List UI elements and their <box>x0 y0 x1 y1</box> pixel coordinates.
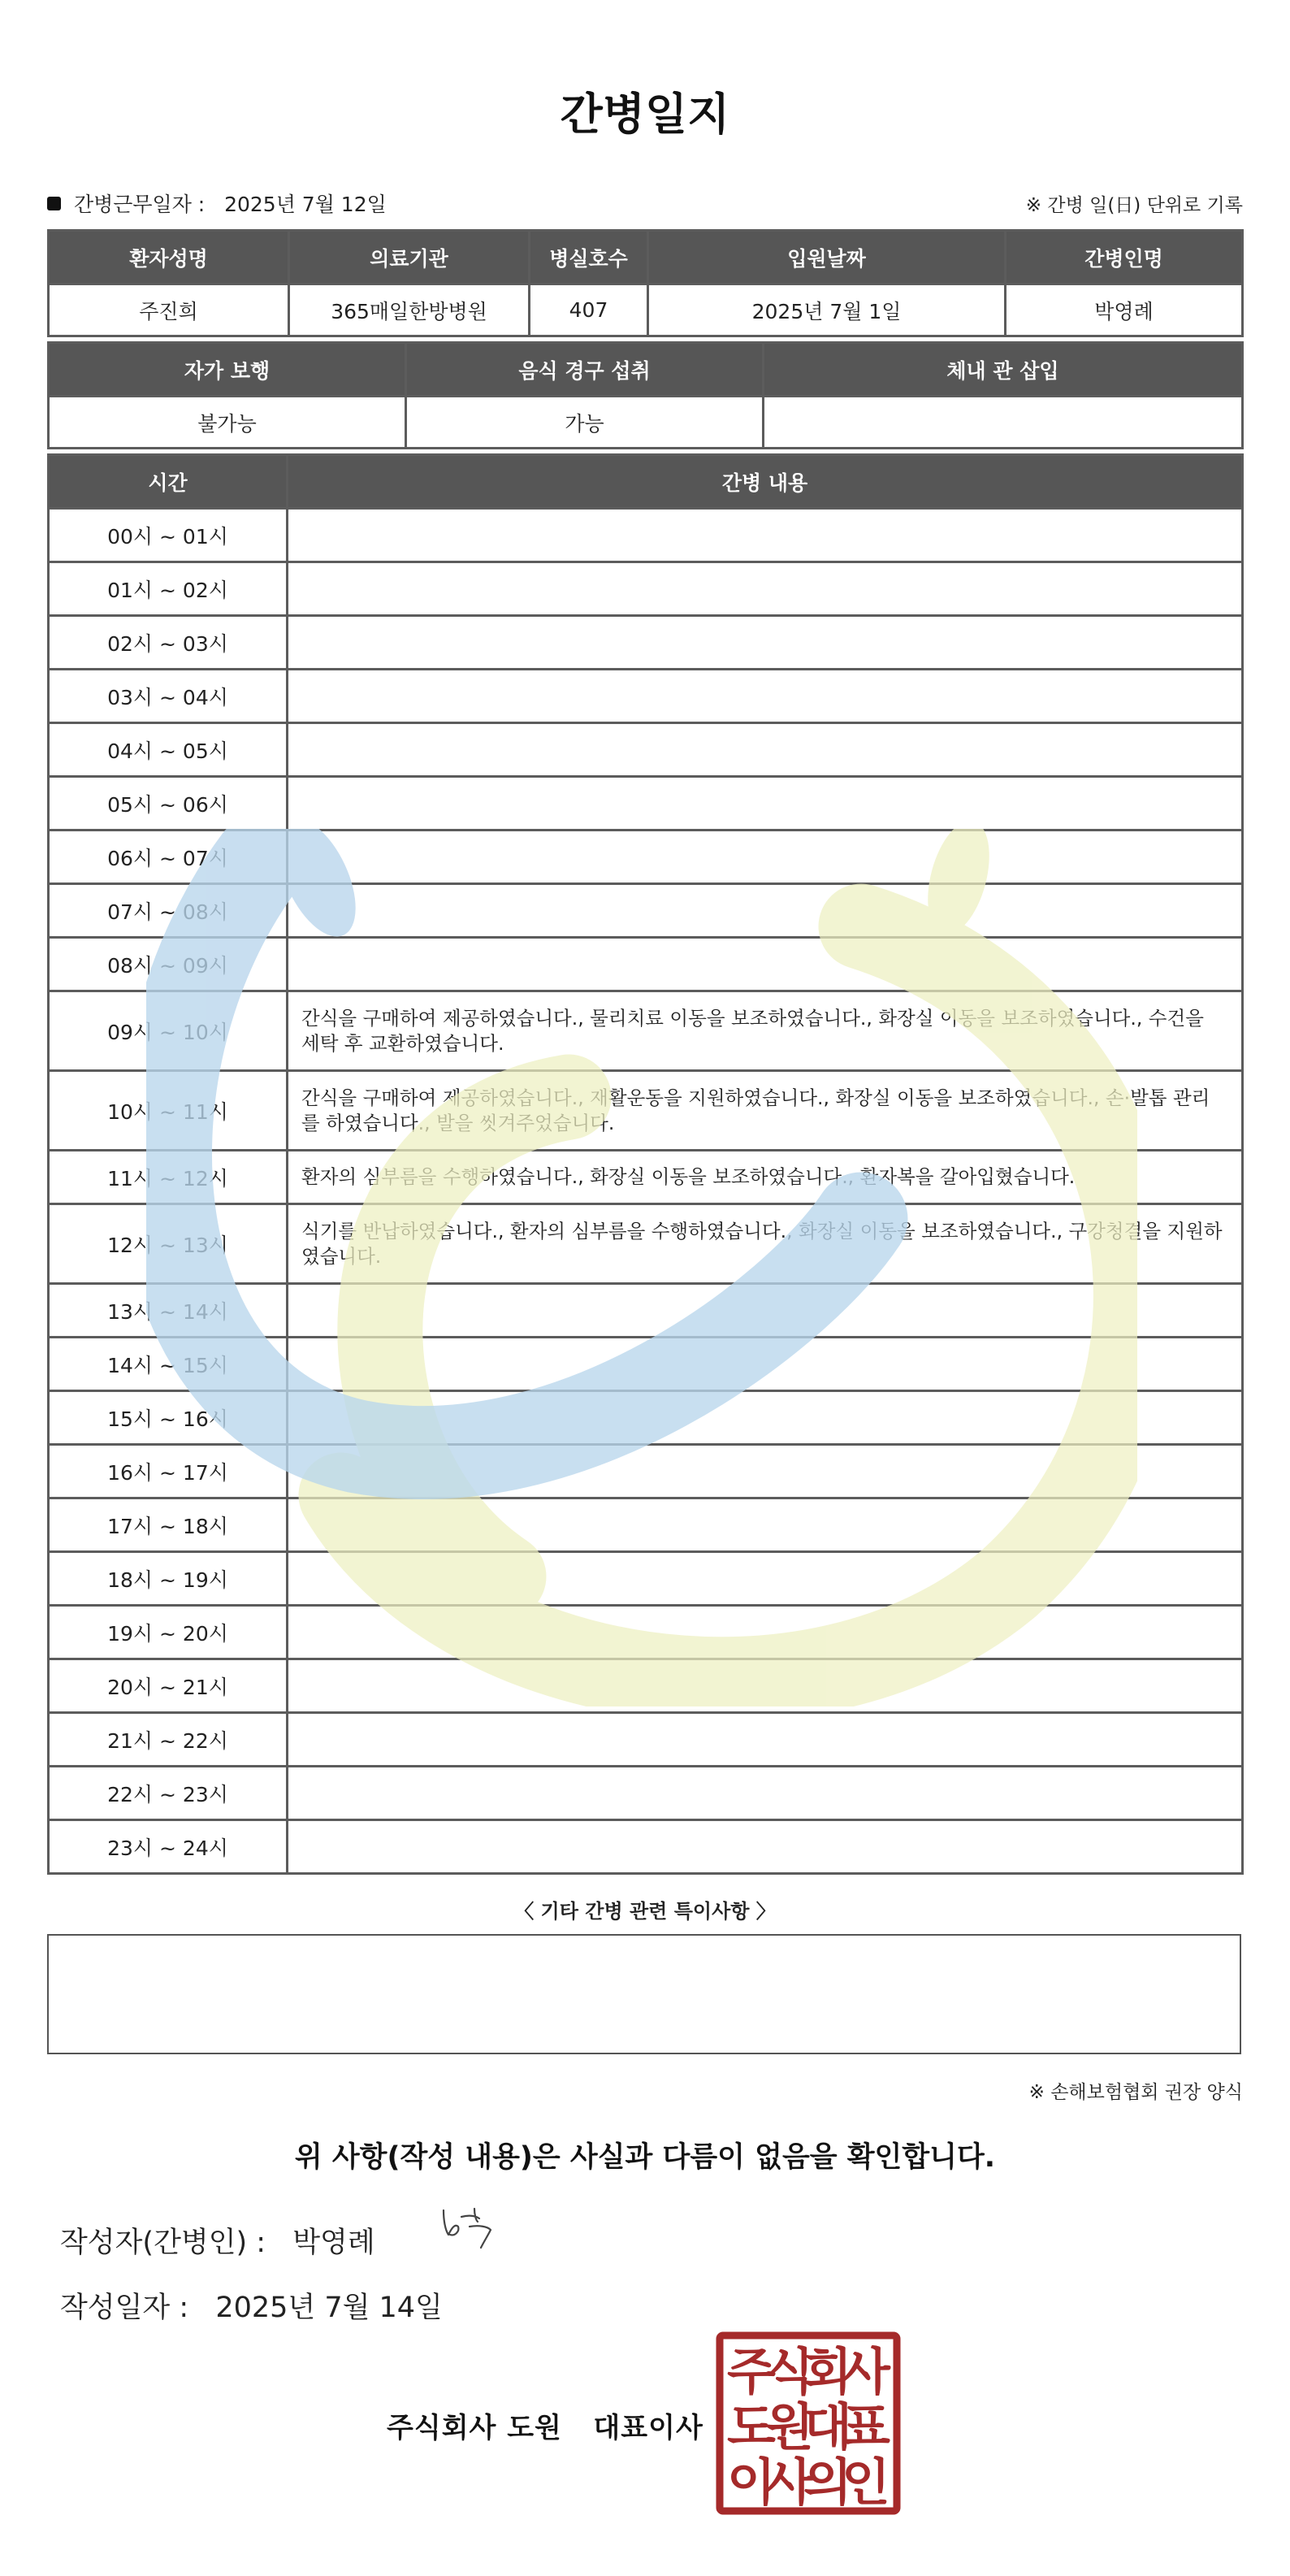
care-content-cell <box>288 938 1243 991</box>
time-cell: 18시 ~ 19시 <box>49 1552 288 1606</box>
care-content-cell <box>288 1606 1243 1659</box>
writer-line <box>60 2220 375 2261</box>
table-row <box>49 777 1243 830</box>
svg-text:이: 이 <box>727 2452 776 2512</box>
writer-name: 박영례 <box>292 2227 375 2259</box>
table-row <box>49 1498 1243 1552</box>
table-row <box>49 562 1243 616</box>
svg-text:표: 표 <box>842 2397 890 2457</box>
writer-label: 작성자(간병인) : <box>60 2227 266 2259</box>
header-self-walking: 자가 보행 <box>49 343 406 397</box>
time-cell: 00시 ~ 01시 <box>49 509 288 562</box>
time-cell: 13시 ~ 14시 <box>49 1284 288 1338</box>
care-content-cell: 식기를 반납하였습니다., 환자의 심부름을 수행하였습니다., 화장실 이동을 보조하였습니다., 구강청결을 지원하였습니다. <box>288 1204 1243 1284</box>
daily-note: ※ 간병 일(日) 단위로 기록 <box>1025 195 1243 216</box>
table-row <box>49 509 1243 562</box>
care-content-cell <box>288 1391 1243 1445</box>
header-care-content: 간병 내용 <box>288 455 1243 509</box>
svg-text:사: 사 <box>842 2342 890 2401</box>
table-row <box>49 1767 1243 1820</box>
care-content-cell <box>288 562 1243 616</box>
care-content-cell: 간식을 구매하여 제공하였습니다., 재활운동을 지원하였습니다., 화장실 이동을 보조하였습니다., 손·발톱 관리를 하였습니다., 발을 씻겨주었습니다. <box>288 1071 1243 1151</box>
time-cell: 16시 ~ 17시 <box>49 1445 288 1498</box>
time-cell: 03시 ~ 04시 <box>49 670 288 723</box>
care-content-cell <box>288 1659 1243 1713</box>
table-row <box>49 938 1243 991</box>
time-cell: 01시 ~ 02시 <box>49 562 288 616</box>
table-row <box>49 1284 1243 1338</box>
care-content-cell <box>288 509 1243 562</box>
status-table <box>47 341 1244 449</box>
table-row <box>49 1151 1243 1204</box>
time-cell: 19시 ~ 20시 <box>49 1606 288 1659</box>
table-row <box>49 884 1243 938</box>
care-content-cell <box>288 1445 1243 1498</box>
time-cell: 08시 ~ 09시 <box>49 938 288 991</box>
svg-text:식: 식 <box>765 2342 814 2401</box>
notes-title: 〈 기타 간병 관련 특이사항 〉 <box>514 1900 776 1923</box>
table-row <box>49 1820 1243 1874</box>
oral-intake-value: 가능 <box>406 397 764 449</box>
room-number: 407 <box>530 284 648 336</box>
table-row <box>49 723 1243 777</box>
caregiver-name: 박영례 <box>1006 284 1243 336</box>
header-time: 시간 <box>49 455 288 509</box>
care-content-cell <box>288 723 1243 777</box>
time-cell: 02시 ~ 03시 <box>49 616 288 670</box>
time-cell: 23시 ~ 24시 <box>49 1820 288 1874</box>
time-cell: 22시 ~ 23시 <box>49 1767 288 1820</box>
hospital-name: 365매일한방병원 <box>289 284 530 336</box>
form-note: ※ 손해보험협회 권장 양식 <box>1028 2082 1243 2103</box>
svg-text:도: 도 <box>727 2397 776 2457</box>
svg-text:인: 인 <box>842 2452 890 2512</box>
time-cell: 04시 ~ 05시 <box>49 723 288 777</box>
header-hospital: 의료기관 <box>289 231 530 284</box>
svg-text:의: 의 <box>803 2452 852 2512</box>
care-content-cell <box>288 1820 1243 1874</box>
care-content-cell <box>288 1767 1243 1820</box>
svg-text:사: 사 <box>765 2452 814 2512</box>
table-row <box>49 1338 1243 1391</box>
time-cell: 11시 ~ 12시 <box>49 1151 288 1204</box>
tube-insertion-value <box>764 397 1243 449</box>
confirmation-statement: 위 사항(작성 내용)은 사실과 다름이 없음을 확인합니다. <box>294 2141 996 2174</box>
table-row <box>49 1606 1243 1659</box>
care-content-cell <box>288 777 1243 830</box>
table-row <box>49 1713 1243 1767</box>
care-content-cell <box>288 884 1243 938</box>
care-content-cell <box>288 1338 1243 1391</box>
patient-name: 주진희 <box>49 284 289 336</box>
svg-text:대: 대 <box>803 2397 852 2457</box>
header-room: 병실호수 <box>530 231 648 284</box>
bullet-square-icon <box>47 197 61 210</box>
page-title: 간병일지 <box>560 89 730 140</box>
admission-date: 2025년 7월 1일 <box>648 284 1006 336</box>
table-row <box>49 991 1243 1071</box>
header-caregiver-name: 간병인명 <box>1006 231 1243 284</box>
care-content-cell <box>288 1552 1243 1606</box>
header-admission-date: 입원날짜 <box>648 231 1006 284</box>
self-walking-value: 불가능 <box>49 397 406 449</box>
time-cell: 09시 ~ 10시 <box>49 991 288 1071</box>
care-content-cell: 간식을 구매하여 제공하였습니다., 물리치료 이동을 보조하였습니다., 화장실 이동을 보조하였습니다., 수건을 세탁 후 교환하였습니다. <box>288 991 1243 1071</box>
time-cell: 07시 ~ 08시 <box>49 884 288 938</box>
header-tube-insertion: 체내 관 삽입 <box>764 343 1243 397</box>
table-row <box>49 1659 1243 1713</box>
header-patient-name: 환자성명 <box>49 231 289 284</box>
table-row <box>49 1445 1243 1498</box>
table-row <box>49 830 1243 884</box>
patient-table <box>47 229 1244 337</box>
svg-text:원: 원 <box>765 2397 814 2457</box>
table-row <box>49 1552 1243 1606</box>
time-cell: 15시 ~ 16시 <box>49 1391 288 1445</box>
care-content-cell <box>288 670 1243 723</box>
date-line <box>60 2285 443 2326</box>
work-date-value: 2025년 7월 12일 <box>224 193 387 216</box>
care-content-cell <box>288 1713 1243 1767</box>
time-cell: 14시 ~ 15시 <box>49 1338 288 1391</box>
company-name: 주식회사 도원 대표이사 <box>387 2412 703 2444</box>
time-cell: 12시 ~ 13시 <box>49 1204 288 1284</box>
care-log-table <box>47 453 1244 1875</box>
care-content-cell <box>288 1498 1243 1552</box>
table-row <box>49 1071 1243 1151</box>
written-date: 2025년 7월 14일 <box>215 2292 443 2324</box>
company-seal-icon <box>715 2331 902 2516</box>
care-content-cell <box>288 616 1243 670</box>
handwritten-signature-icon <box>437 2202 510 2251</box>
svg-text:회: 회 <box>803 2342 852 2401</box>
work-date-label: 간병근무일자 : <box>73 193 206 216</box>
time-cell: 20시 ~ 21시 <box>49 1659 288 1713</box>
notes-box <box>47 1934 1241 2054</box>
care-content-cell: 환자의 심부름을 수행하였습니다., 화장실 이동을 보조하였습니다., 환자복을 갈아입혔습니다. <box>288 1151 1243 1204</box>
svg-text:주: 주 <box>727 2342 776 2401</box>
time-cell: 05시 ~ 06시 <box>49 777 288 830</box>
time-cell: 06시 ~ 07시 <box>49 830 288 884</box>
table-row <box>49 1391 1243 1445</box>
work-date <box>47 189 387 218</box>
care-content-cell <box>288 830 1243 884</box>
time-cell: 17시 ~ 18시 <box>49 1498 288 1552</box>
date-label: 작성일자 : <box>60 2292 189 2324</box>
table-row <box>49 1204 1243 1284</box>
care-content-cell <box>288 1284 1243 1338</box>
time-cell: 21시 ~ 22시 <box>49 1713 288 1767</box>
table-row <box>49 616 1243 670</box>
time-cell: 10시 ~ 11시 <box>49 1071 288 1151</box>
header-oral-intake: 음식 경구 섭취 <box>406 343 764 397</box>
table-row <box>49 670 1243 723</box>
